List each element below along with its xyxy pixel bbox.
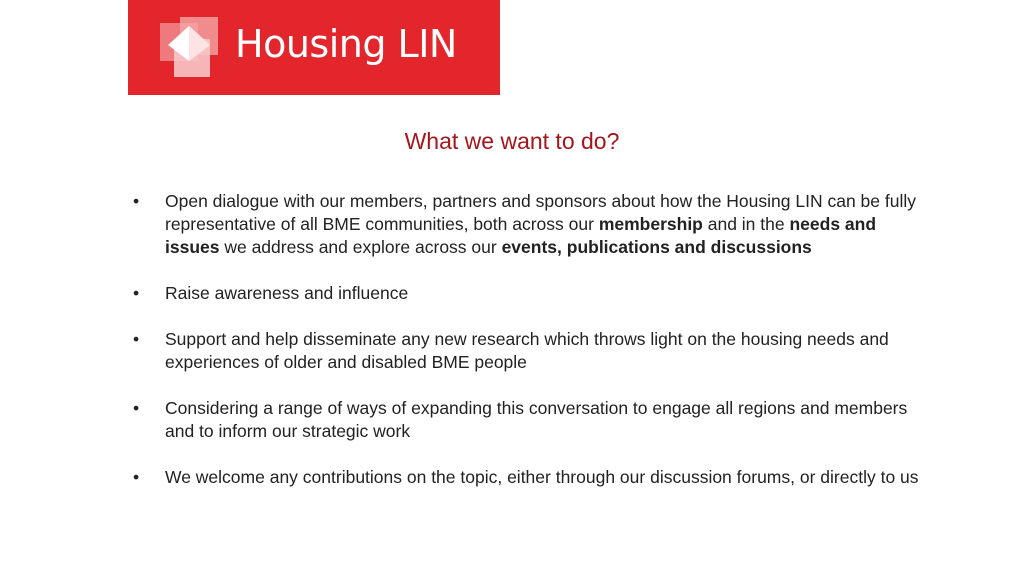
housing-lin-logo bbox=[128, 0, 500, 95]
logo-text: Housing LIN bbox=[235, 22, 457, 66]
bold-text: membership bbox=[598, 214, 703, 234]
slide-title: What we want to do? bbox=[404, 128, 620, 154]
bullet-item bbox=[133, 282, 923, 305]
bullet-list bbox=[133, 190, 923, 512]
bullet-item bbox=[133, 190, 923, 259]
text-segment: We welcome any contributions on the topic, either through our discussion forums, or directly to us bbox=[165, 467, 919, 487]
bullet-symbol: • bbox=[133, 467, 140, 487]
bullet-item bbox=[133, 397, 923, 443]
bullet-item bbox=[133, 466, 923, 489]
bullet-symbol: • bbox=[133, 398, 140, 418]
bold-text: events, publications and discussions bbox=[501, 237, 812, 257]
text-segment: Support and help disseminate any new research which throws light on the housing needs and experiences of older and disabled BME people bbox=[165, 329, 889, 372]
bullet-symbol: • bbox=[133, 329, 140, 349]
text-segment: Considering a range of ways of expanding this conversation to engage all regions and members and to inform our strategic work bbox=[165, 398, 908, 441]
bold-text: needs and issues bbox=[165, 214, 877, 257]
bullet-item bbox=[133, 328, 923, 374]
text-segment: Open dialogue with our members, partners and sponsors about how the Housing LIN can be fully representative of all BME communities, both across our bbox=[165, 191, 916, 234]
bullet-text bbox=[165, 467, 919, 487]
text-segment: Raise awareness and influence bbox=[165, 283, 409, 303]
text-segment: and in the bbox=[702, 214, 790, 234]
bullet-symbol: • bbox=[133, 191, 140, 211]
bullet-text bbox=[165, 398, 907, 441]
bullet-text bbox=[165, 329, 889, 372]
bullet-text bbox=[165, 191, 916, 257]
bullet-text bbox=[165, 283, 408, 303]
text-segment: we address and explore across our bbox=[219, 237, 502, 257]
bullet-symbol: • bbox=[133, 283, 140, 303]
house-logo-icon bbox=[160, 17, 218, 77]
